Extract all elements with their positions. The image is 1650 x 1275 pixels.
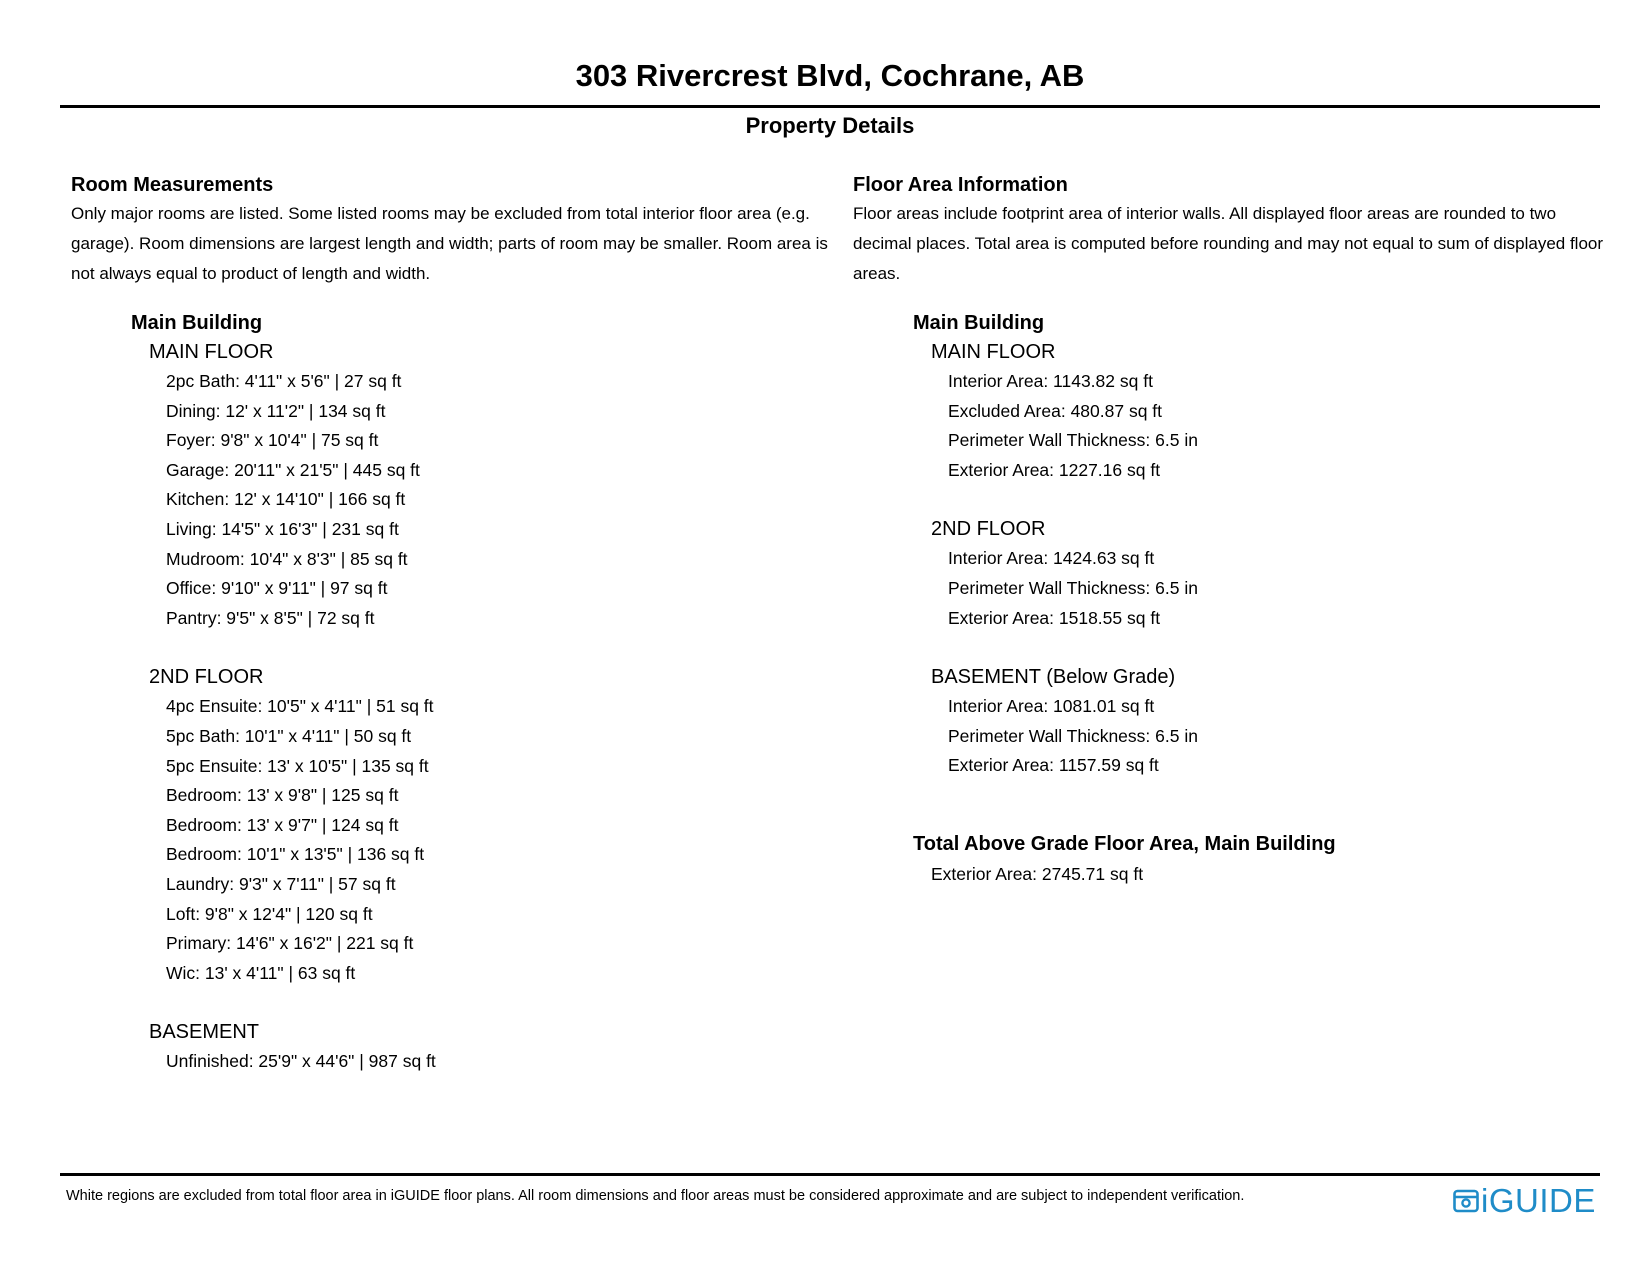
room-item: Bedroom: 13' x 9'8" | 125 sq ft: [166, 785, 399, 806]
area-item: Interior Area: 1081.01 sq ft: [948, 696, 1155, 717]
room-item: Dining: 12' x 11'2" | 134 sq ft: [166, 400, 386, 421]
room-item: Wic: 13' x 4'11" | 63 sq ft: [166, 962, 356, 983]
area-item: Interior Area: 1424.63 sq ft: [948, 548, 1155, 569]
room-item: Living: 14'5" x 16'3" | 231 sq ft: [166, 518, 399, 539]
room-item: Bedroom: 13' x 9'7" | 124 sq ft: [166, 814, 399, 835]
total-area-title: Total Above Grade Floor Area, Main Building: [913, 832, 1336, 855]
footer-note: White regions are excluded from total floor area in iGUIDE floor plans. All room dimensions and floor areas must be considered approximate and are subject to independent verification.: [66, 1188, 1245, 1204]
area-floor-list: [853, 337, 1613, 781]
page-title: 303 Rivercrest Blvd, Cochrane, AB: [575, 58, 1085, 93]
room-item: Office: 9'10" x 9'11" | 97 sq ft: [166, 578, 388, 599]
floor-area-section: [853, 171, 1613, 889]
area-item: Excluded Area: 480.87 sq ft: [948, 400, 1163, 421]
floor-area-title: Floor Area Information: [853, 174, 1068, 196]
room-item: Kitchen: 12' x 14'10" | 166 sq ft: [166, 489, 406, 510]
area-item: Exterior Area: 1518.55 sq ft: [948, 607, 1161, 628]
area-item: Interior Area: 1143.82 sq ft: [948, 371, 1153, 391]
floor-group: [149, 662, 831, 988]
room-item: 5pc Ensuite: 13' x 10'5" | 135 sq ft: [166, 755, 429, 776]
floor-name: MAIN FLOOR: [149, 341, 274, 363]
room-item: Unfinished: 25'9" x 44'6" | 987 sq ft: [166, 1051, 436, 1072]
room-item: Foyer: 9'8" x 10'4" | 75 sq ft: [166, 430, 379, 451]
room-item: 5pc Bath: 10'1" x 4'11" | 50 sq ft: [166, 725, 412, 746]
iguide-logo: [1453, 1183, 1596, 1219]
floor-area-description: Floor areas include footprint area of interior walls. All displayed floor areas are rounded to two decimal places. Total area is computed before rounding and may not equal to sum of displayed floor areas.: [853, 204, 1604, 283]
room-item: Mudroom: 10'4" x 8'3" | 85 sq ft: [166, 548, 408, 569]
room-item: Bedroom: 10'1" x 13'5" | 136 sq ft: [166, 844, 425, 865]
room-item: 4pc Ensuite: 10'5" x 4'11" | 51 sq ft: [166, 696, 434, 717]
floor-name: BASEMENT: [149, 1021, 260, 1044]
floor-group: [149, 337, 831, 633]
floor-group: [931, 514, 1613, 633]
area-item: Exterior Area: 1227.16 sq ft: [948, 459, 1161, 480]
room-measurements-section: [71, 171, 831, 1077]
footer-divider: [60, 1173, 1600, 1176]
room-item: Loft: 9'8" x 12'4" | 120 sq ft: [166, 903, 373, 924]
floor-name: BASEMENT (Below Grade): [931, 666, 1176, 689]
page-subtitle: Property Details: [745, 113, 915, 138]
iguide-logo-text: iGUIDE: [1481, 1182, 1596, 1219]
floor-name: MAIN FLOOR: [931, 341, 1056, 363]
floor-group: [931, 662, 1613, 781]
floor-name: 2ND FLOOR: [149, 666, 264, 689]
area-item: Exterior Area: 1157.59 sq ft: [948, 755, 1159, 776]
area-item: Perimeter Wall Thickness: 6.5 in: [948, 430, 1198, 451]
header-divider: [60, 105, 1600, 108]
room-item: Primary: 14'6" x 16'2" | 221 sq ft: [166, 933, 414, 954]
iguide-logo-icon: [1453, 1188, 1479, 1214]
total-area-block: [853, 829, 1613, 889]
room-measurements-description: Only major rooms are listed. Some listed rooms may be excluded from total interior floor area (e.g. garage). Room dimensions are largest length and width; parts of room may be smaller. Room area is not always equal to product of length and width.: [71, 204, 828, 283]
rooms-floor-list: [71, 337, 831, 1077]
floor-name: 2ND FLOOR: [931, 518, 1046, 541]
room-item: Garage: 20'11" x 21'5" | 445 sq ft: [166, 459, 420, 480]
room-item: 2pc Bath: 4'11" x 5'6" | 27 sq ft: [166, 371, 402, 391]
total-area-value: Exterior Area: 2745.71 sq ft: [931, 863, 1144, 884]
area-item: Perimeter Wall Thickness: 6.5 in: [948, 725, 1198, 746]
room-measurements-title: Room Measurements: [71, 174, 274, 196]
area-building-title: Main Building: [913, 312, 1045, 334]
floor-group: [149, 1017, 831, 1077]
area-item: Perimeter Wall Thickness: 6.5 in: [948, 577, 1198, 598]
room-item: Pantry: 9'5" x 8'5" | 72 sq ft: [166, 607, 375, 628]
rooms-building-title: Main Building: [131, 312, 263, 334]
room-item: Laundry: 9'3" x 7'11" | 57 sq ft: [166, 873, 396, 894]
floor-group: [931, 337, 1613, 485]
